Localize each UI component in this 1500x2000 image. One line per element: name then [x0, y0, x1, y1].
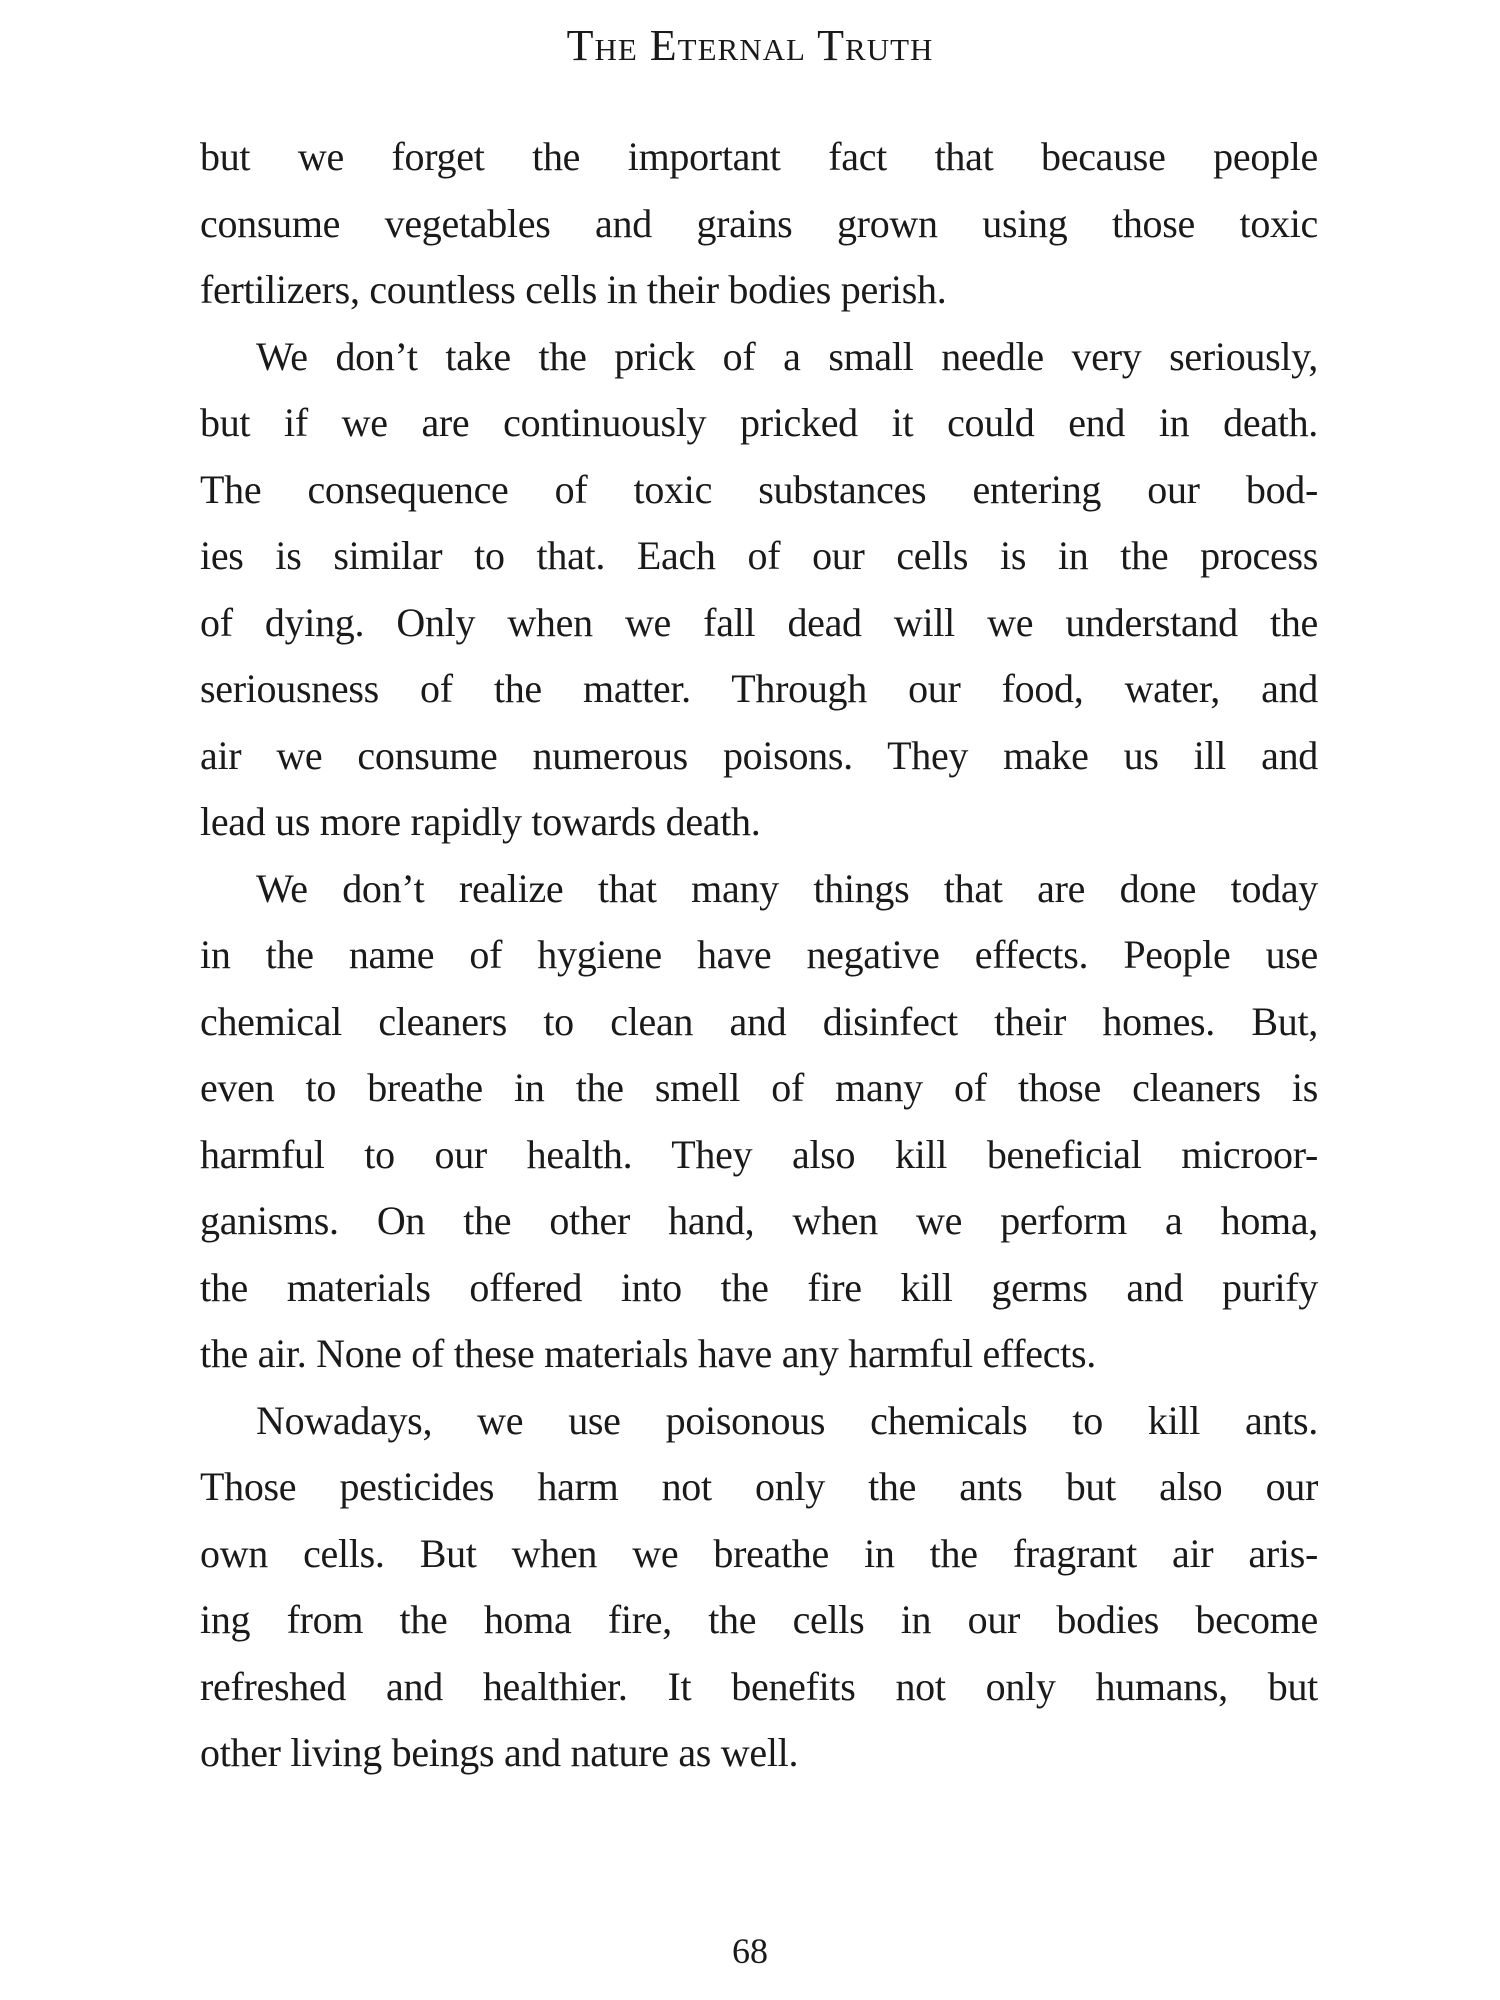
text-line: Those pesticides harm not only the ants but also our	[200, 1464, 1318, 1509]
paragraph	[200, 124, 1318, 324]
body-text	[200, 124, 1318, 1787]
text-line: but if we are continuously pricked it could end in death.	[200, 400, 1318, 445]
text-line: We don’t take the prick of a small needle very seriously,	[256, 333, 1318, 379]
text-line: the materials offered into the fire kill germs and purify	[200, 1264, 1318, 1310]
text-line: but we forget the important fact that because people	[200, 134, 1318, 179]
text-line: We don’t realize that many things that are done today	[256, 865, 1318, 911]
text-line: ganisms. On the other hand, when we perform a homa,	[200, 1198, 1318, 1243]
paragraph	[200, 324, 1318, 856]
text-line: seriousness of the matter. Through our food, water, and	[200, 666, 1318, 711]
text-line: fertilizers, countless cells in their bodies perish.	[200, 267, 947, 312]
text-line: even to breathe in the smell of many of those cleaners is	[200, 1065, 1318, 1110]
text-line: in the name of hygiene have negative effects. People use	[200, 932, 1318, 977]
text-line: The consequence of toxic substances entering our bod-	[200, 466, 1318, 512]
text-line: other living beings and nature as well.	[200, 1730, 799, 1775]
text-line: harmful to our health. They also kill beneficial microor-	[200, 1131, 1318, 1177]
text-line: chemical cleaners to clean and disinfect their homes. But,	[200, 998, 1318, 1044]
text-line: refreshed and healthier. It benefits not only humans, but	[200, 1663, 1318, 1709]
text-line: ies is similar to that. Each of our cells is in the process	[200, 533, 1318, 578]
text-line: consume vegetables and grains grown using those toxic	[200, 200, 1318, 246]
paragraph	[200, 856, 1318, 1388]
text-line: own cells. But when we breathe in the fragrant air aris-	[200, 1530, 1318, 1576]
text-line: ing from the homa fire, the cells in our bodies become	[200, 1597, 1318, 1642]
text-line: lead us more rapidly towards death.	[200, 799, 761, 844]
text-line: air we consume numerous poisons. They make us ill and	[200, 732, 1318, 778]
text-line: Nowadays, we use poisonous chemicals to kill ants.	[256, 1397, 1318, 1443]
text-line: of dying. Only when we fall dead will we understand the	[200, 599, 1318, 645]
text-line: the air. None of these materials have any harmful effects.	[200, 1331, 1096, 1376]
paragraph	[200, 1388, 1318, 1787]
page-number: 68	[732, 1931, 768, 1971]
running-head: The Eternal Truth	[566, 21, 934, 70]
